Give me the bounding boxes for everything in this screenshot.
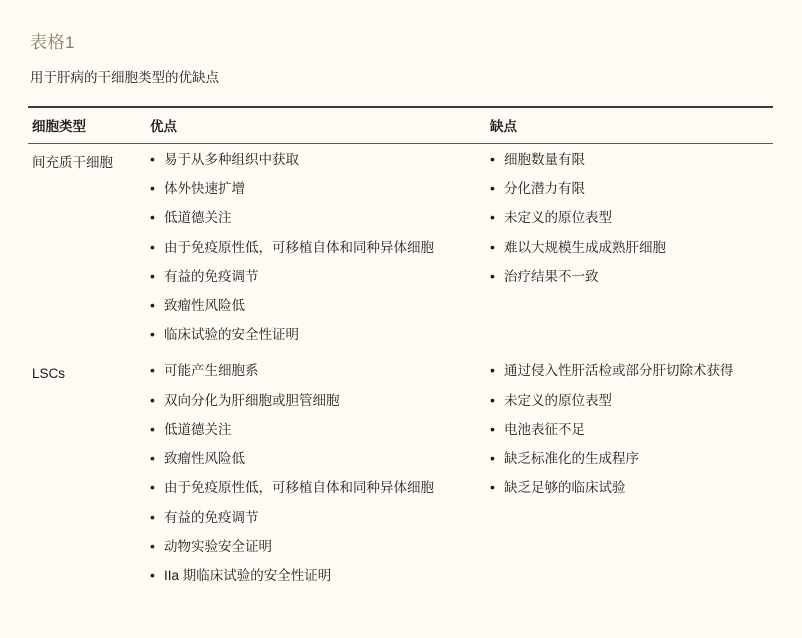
list-item: • 动物实验安全证明 (150, 538, 482, 556)
row-cons (486, 143, 773, 355)
cons-list (490, 151, 769, 286)
list-item: • 低道德关注 (150, 421, 482, 439)
list-item: • 缺乏足够的临床试验 (490, 479, 769, 497)
row-cell-type: 间充质干细胞 (32, 154, 113, 170)
list-item: • 致瘤性风险低 (150, 450, 482, 468)
column-header-cons: 缺点 (486, 107, 773, 144)
list-item: • 未定义的原位表型 (490, 209, 769, 227)
row-pros (146, 355, 486, 596)
row-cons (486, 355, 773, 596)
list-item: • 有益的免疫调节 (150, 509, 482, 527)
list-item: • 体外快速扩增 (150, 180, 482, 198)
pros-list (150, 362, 482, 585)
table-row (28, 355, 773, 596)
row-cell-type: LSCs (32, 366, 66, 382)
list-item: • 难以大规模生成成熟肝细胞 (490, 239, 769, 257)
column-header-cell-type: 细胞类型 (28, 107, 146, 144)
list-item: • 双向分化为肝细胞或胆管细胞 (150, 392, 482, 410)
list-item: • 通过侵入性肝活检或部分肝切除术获得 (490, 362, 769, 380)
list-item: • 临床试验的安全性证明 (150, 326, 482, 344)
table-caption: 用于肝病的干细胞类型的优缺点 (30, 70, 219, 85)
list-item: • 由于免疫原性低，可移植自体和同种异体细胞 (150, 479, 482, 497)
table-row (28, 143, 773, 355)
list-item: • 细胞数量有限 (490, 151, 769, 169)
list-item: • IIa 期临床试验的安全性证明 (150, 567, 482, 585)
list-item: • 分化潜力有限 (490, 180, 769, 198)
column-header-pros: 优点 (146, 107, 486, 144)
list-item: • 易于从多种组织中获取 (150, 151, 482, 169)
table-header-row (28, 107, 773, 144)
list-item: • 电池表征不足 (490, 421, 769, 439)
pros-list (150, 151, 482, 345)
list-item: • 由于免疫原性低，可移植自体和同种异体细胞 (150, 239, 482, 257)
list-item: • 治疗结果不一致 (490, 268, 769, 286)
list-item: • 缺乏标准化的生成程序 (490, 450, 769, 468)
stem-cell-comparison-table (28, 106, 773, 596)
list-item: • 致瘤性风险低 (150, 297, 482, 315)
list-item: • 有益的免疫调节 (150, 268, 482, 286)
list-item: • 未定义的原位表型 (490, 392, 769, 410)
table-label: 表格1 (30, 33, 75, 52)
cons-list (490, 362, 769, 497)
list-item: • 低道德关注 (150, 209, 482, 227)
row-pros (146, 143, 486, 355)
list-item: • 可能产生细胞系 (150, 362, 482, 380)
